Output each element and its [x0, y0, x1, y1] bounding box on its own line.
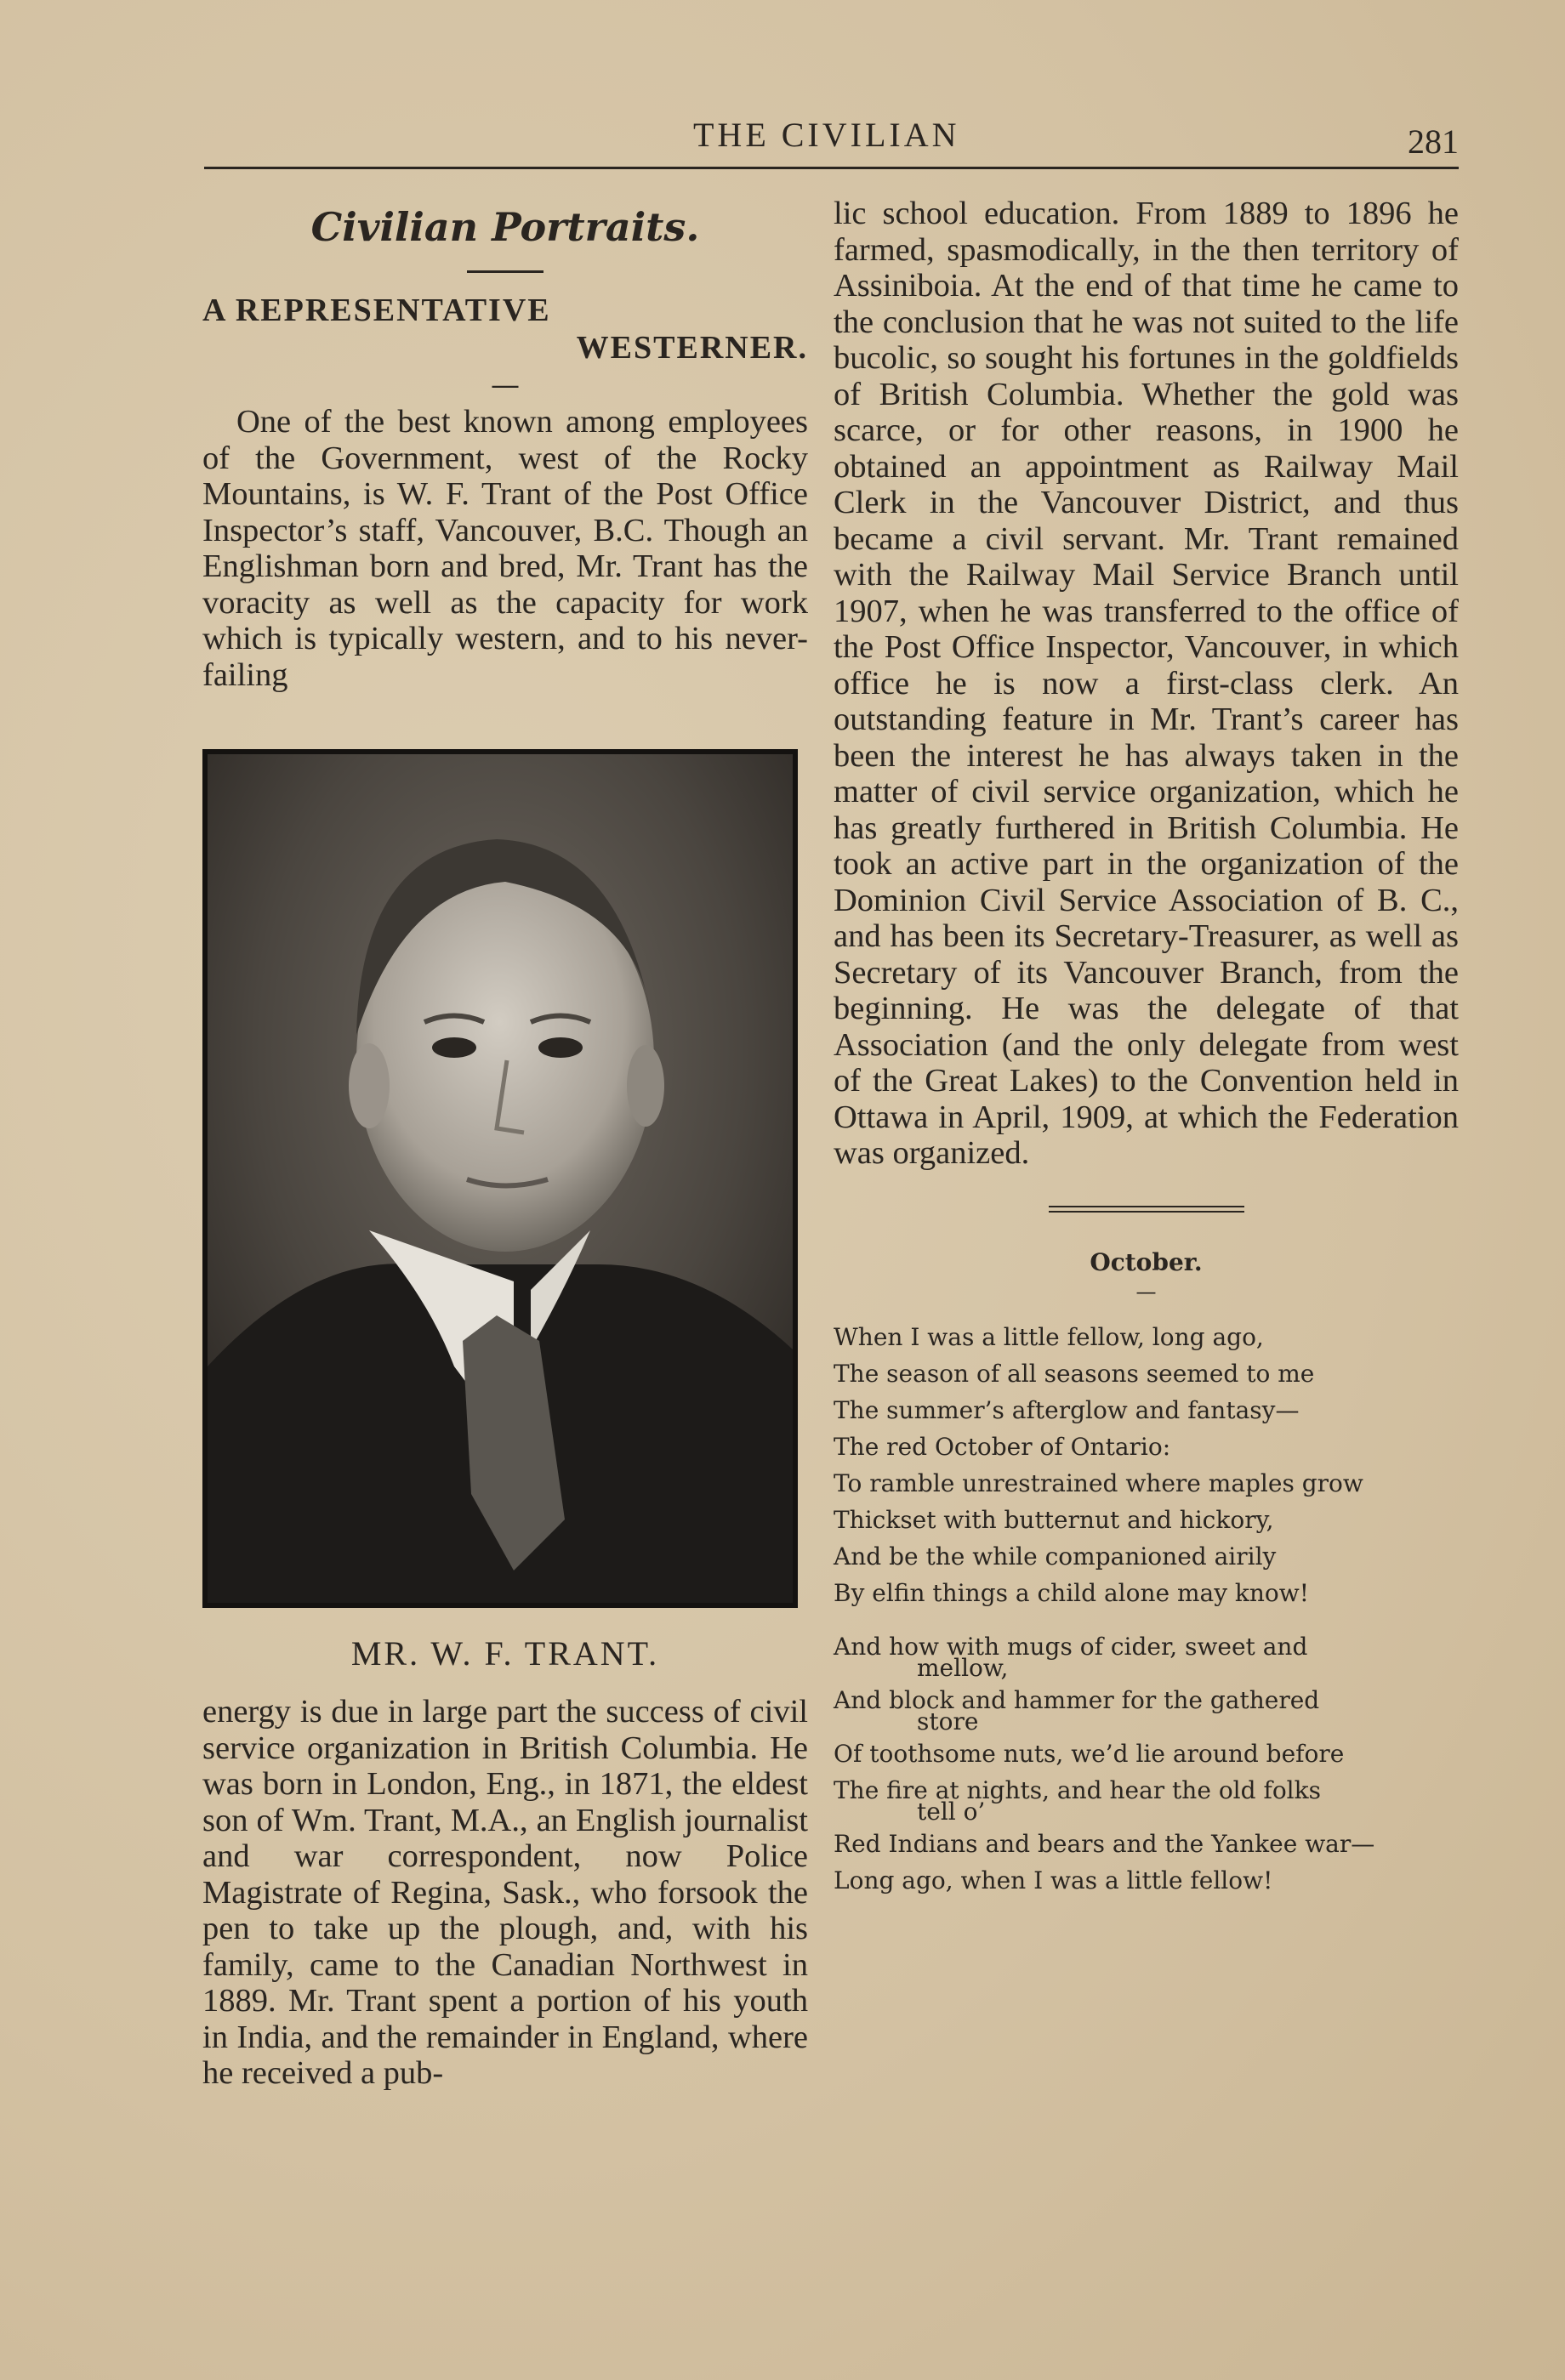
poem-dash: —	[1135, 1279, 1157, 1304]
poem-divider	[1049, 1206, 1244, 1213]
page-number: 281	[1408, 122, 1459, 161]
portrait-caption: MR. W. F. TRANT.	[350, 1634, 660, 1673]
article-dash: —	[491, 368, 520, 402]
stanza-gap	[834, 1611, 1459, 1628]
poem-line-continuation: store	[917, 1707, 979, 1735]
poem-line: The summer’s afterglow and fantasy—	[834, 1395, 1300, 1424]
poem-line: Long ago, when I was a little fellow!	[834, 1866, 1273, 1894]
poem-title: October.	[1090, 1247, 1203, 1276]
poem-line: The fire at nights, and hear the old folks	[834, 1775, 1321, 1804]
article-paragraph-2: energy is due in large part the success of civil service organization in British Columbia. He was born in London, Eng., in 1871, the eldest son of Wm. Trant, M.A., an English journalist and war correspondent, now Police Magistrate of Regina, Sask., who forsook the pen to take up the plough, and, with his family, came to the Canadian Northwest in 1889. Mr. Trant spent a portion of his youth in India, and the remainder in England, where he received a pub-	[202, 1694, 808, 2091]
section-title: Civilian Portraits.	[310, 204, 700, 250]
poem-line-continuation: mellow,	[917, 1653, 1009, 1682]
poem-line: By elfin things a child alone may know!	[834, 1578, 1309, 1607]
poem-line: Red Indians and bears and the Yankee war—	[834, 1829, 1375, 1858]
article-paragraph-1: One of the best known among employees of the Government, west of the Rocky Mountains, is W. F. Trant of the Post Office Inspector’s staff, Vancouver, B.C. Though an Englishman born and bred, Mr. Trant has the voracity as well as the capacity for work which is typically western, and to his never-failing	[202, 404, 808, 693]
left-column	[202, 196, 808, 2092]
article-paragraph-3: lic school education. From 1889 to 1896 he farmed, spasmodically, in the then territory of Assiniboia. At the end of that time he came to the conclusion that he was not suited to the life bucolic, so sought his fortunes in the goldfields of British Columbia. Whether the gold was scarce, or for other reasons, in 1900 he obtained an appointment as Railway Mail Clerk in the Vancouver District, and thus became a civil servant. Mr. Trant remained with the Railway Mail Service Branch until 1907, when he was transferred to the office of the Post Office Inspector, Vancouver, in which office he is now a first-class clerk. An outstanding feature in Mr. Trant’s career has been the interest he has always taken in the matter of civil service organization, which he has greatly furthered in British Columbia. He took an active part in the organization of the Dominion Civil Service Association of B. C., and has been its Secretary-Treasurer, as well as Secretary of its Vancouver Branch, from the beginning. He was the delegate of that Association (and the only delegate from west of the Great Lakes) to the Convention held in Ottawa in April, 1909, at which the Federation was organized.	[834, 196, 1459, 1171]
poem-line: Thickset with butternut and hickory,	[834, 1505, 1274, 1534]
journal-title: THE CIVILIAN	[693, 116, 960, 154]
poem-line: And be the while companioned airily	[834, 1542, 1277, 1571]
poem-line: The season of all seasons seemed to me	[834, 1359, 1315, 1388]
poem-line: Of toothsome nuts, we’d lie around before	[834, 1739, 1345, 1768]
article-title-line-2: WESTERNER.	[576, 330, 808, 366]
poem-body	[834, 1319, 1459, 1899]
page-header	[204, 115, 1459, 162]
poem-line: To ramble unrestrained where maples grow	[834, 1468, 1363, 1497]
article-title-line-1: A REPRESENTATIVE	[202, 293, 551, 328]
poem-line-continuation: tell o’	[917, 1797, 986, 1826]
portrait-photo	[202, 749, 798, 1608]
right-column	[834, 196, 1459, 1899]
poem-line: The red October of Ontario:	[834, 1432, 1171, 1461]
poem-line: When I was a little fellow, long ago,	[834, 1322, 1264, 1351]
portrait-illustration	[208, 754, 793, 1603]
section-rule	[467, 270, 543, 273]
poem-line: And how with mugs of cider, sweet and	[834, 1632, 1308, 1661]
header-rule	[204, 167, 1459, 169]
poem-line: And block and hammer for the gathered	[834, 1685, 1320, 1714]
